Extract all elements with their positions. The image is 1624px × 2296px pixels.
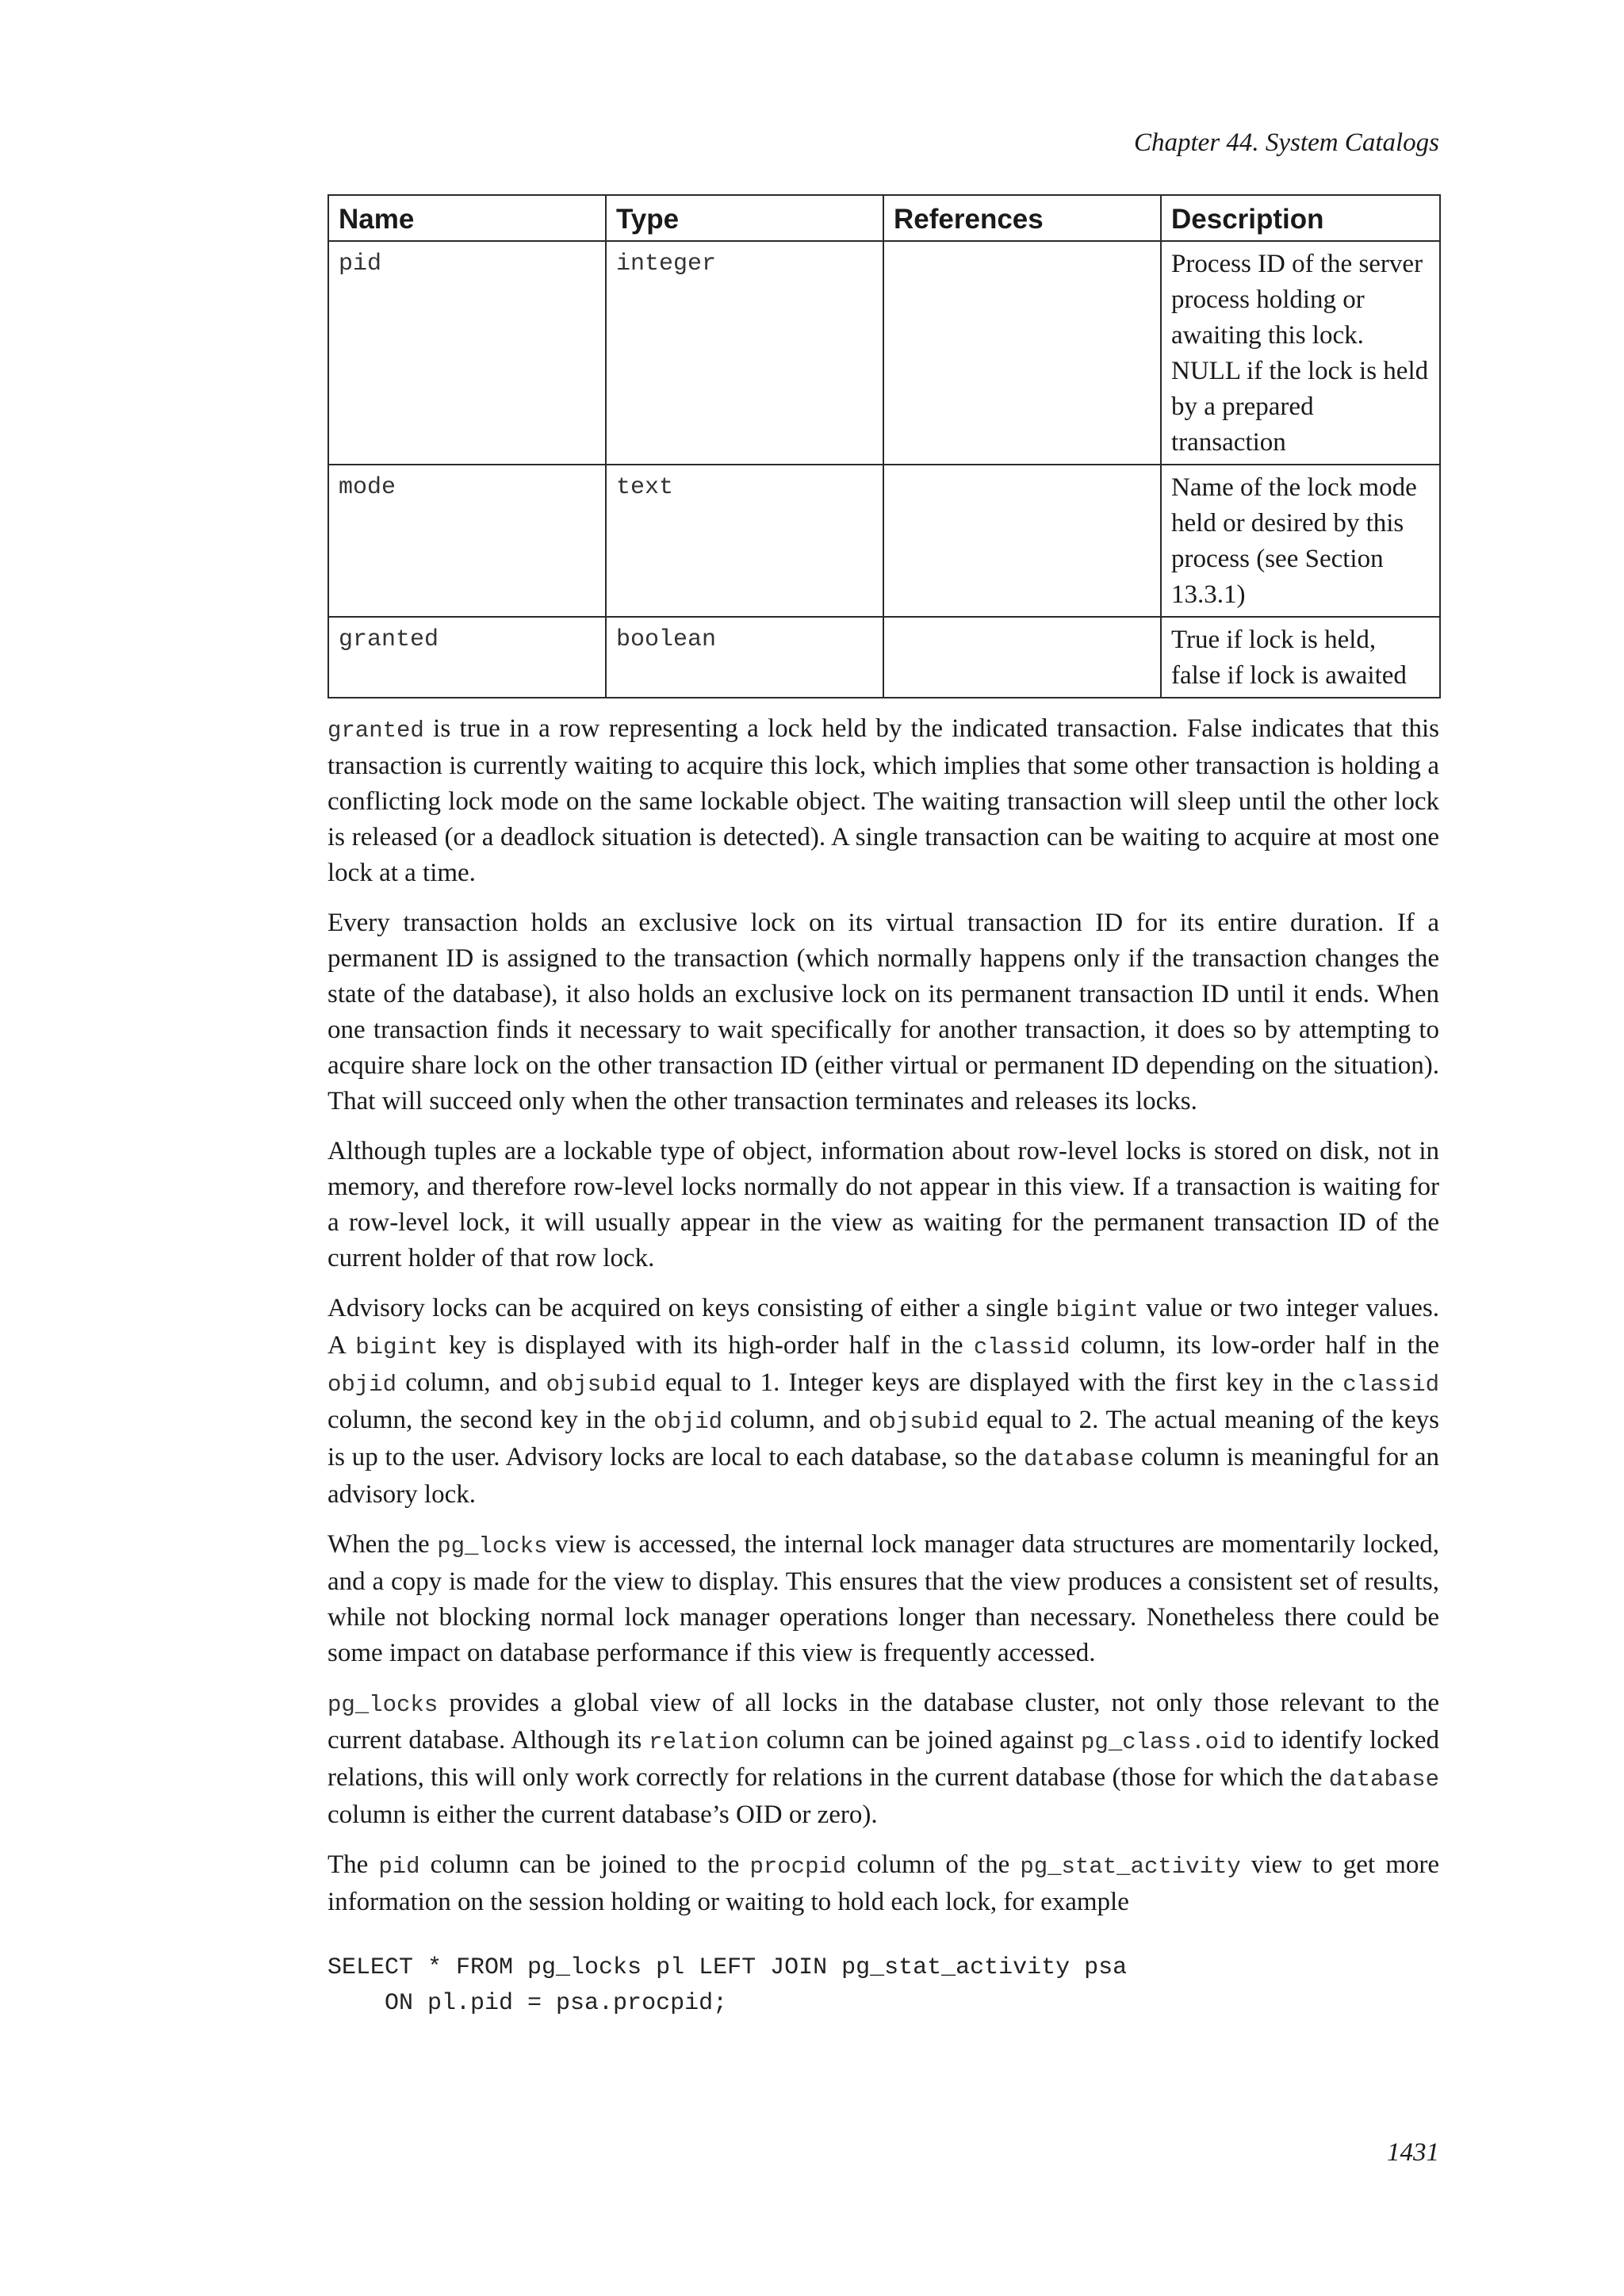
text-run: Advisory locks can be acquired on keys consisting of either a single [327,1294,1056,1322]
inline-code: granted [327,718,424,744]
text-run: view is accessed, the internal lock manager data structures are momentarily locked, and a copy is made for the view to display. This ensures that the view produces a consistent set of results, while not blocking normal lock manager operations longer than necessary. Nonetheless there could be some impact on database performance if this view is frequently accessed. [327,1530,1439,1667]
table-row [328,465,1440,617]
columns-table [327,194,1441,698]
text-run: value or two integer values. A [327,1294,1439,1360]
text-run: Every transaction holds an exclusive lock on its virtual transaction ID for its entire duration. If a permanent ID is assigned to the transaction (which normally happens only if the transaction changes the state of the database), it also holds an exclusive lock on its permanent transaction ID until it ends. When one transaction finds it necessary to wait specifically for another transaction, it does so by attempting to acquire share lock on the other transaction ID (either virtual or permanent ID depending on the situation). That will succeed only when the other transaction terminates and releases its locks. [327,909,1439,1115]
inline-code: pg_locks [437,1533,548,1559]
cell-description: True if lock is held, false if lock is awaited [1161,617,1440,698]
table-row [328,241,1440,465]
code-example: SELECT * FROM pg_locks pl LEFT JOIN pg_stat_activity psa ON pl.pid = psa.procpid; [327,1954,1128,2017]
text-run: column, the second key in the [327,1406,654,1434]
paragraph-advisory-locks [327,1291,1439,1513]
body-text [327,711,1439,2022]
cell-references [883,617,1161,698]
inline-code: bigint [355,1334,439,1360]
text-run: key is displayed with its high-order half in the [438,1331,974,1360]
text-run: The [327,1850,379,1879]
text-run: view to get more information on the session holding or waiting to hold each lock, for example [327,1850,1439,1916]
inline-code: pg_class.oid [1081,1729,1247,1755]
cell-description: Name of the lock mode held or desired by this process (see Section 13.3.1) [1161,465,1440,617]
cell-name: granted [328,617,606,698]
text-run: is true in a row representing a lock held by the indicated transaction. False indicates that this transaction is currently waiting to acquire this lock, which implies that some other transaction is holding a conflicting lock mode on the same lockable object. The waiting transaction will sleep until the other lock is released (or a deadlock situation is detected). A single transaction can be waiting to acquire at most one lock at a time. [327,714,1439,887]
text-run: column can be joined against [759,1726,1081,1755]
text-run: column can be joined to the [419,1850,750,1879]
text-run: column, and [396,1368,546,1397]
inline-code: objid [653,1409,723,1435]
text-run: column of the [846,1850,1021,1879]
inline-code: database [1023,1446,1135,1472]
paragraph-granted-meaning [327,711,1439,891]
cell-description: Process ID of the server process holding or awaiting this lock. NULL if the lock is held by a prepared transaction [1161,241,1440,465]
text-run: provides a global view of all locks in the database cluster, not only those relevant to the current database. Although its [327,1689,1439,1755]
text-run: column is meaningful for an advisory lock. [327,1443,1439,1509]
column-header-type: Type [606,195,883,241]
paragraph-join-example [327,1847,1439,1920]
inline-code: classid [973,1334,1071,1360]
inline-code: pg_locks [327,1692,439,1718]
cell-references [883,241,1161,465]
cell-type: boolean [606,617,883,698]
inline-code: objsubid [868,1409,979,1435]
inline-code: pg_stat_activity [1020,1854,1241,1880]
inline-code: database [1328,1766,1439,1793]
paragraph-global-view [327,1686,1439,1833]
inline-code: bigint [1055,1297,1139,1323]
inline-code: procpid [749,1854,847,1880]
inline-code: objsubid [546,1372,657,1398]
text-run: column, and [722,1406,869,1434]
text-run: When the [327,1530,438,1559]
cell-name: pid [328,241,606,465]
inline-code: objid [327,1372,397,1398]
column-header-description: Description [1161,195,1440,241]
column-header-references: References [883,195,1161,241]
text-run: equal to 2. The actual meaning of the keys is up to the user. Advisory locks are local to each database, so the [327,1406,1439,1471]
text-run: Although tuples are a lockable type of object, information about row-level locks is stored on disk, not in memory, and therefore row-level locks normally do not appear in this view. If a transaction is waiting for a row-level lock, it will usually appear in the view as waiting for the permanent transaction ID of the current holder of that row lock. [327,1137,1439,1272]
cell-name: mode [328,465,606,617]
column-header-name: Name [328,195,606,241]
inline-code: relation [649,1729,760,1755]
table-header-row [328,195,1440,241]
inline-code: pid [378,1854,420,1880]
cell-type: integer [606,241,883,465]
paragraph-row-level-locks [327,1134,1439,1276]
paragraph-transaction-locks [327,905,1439,1119]
paragraph-view-access [327,1527,1439,1671]
chapter-header: Chapter 44. System Catalogs [1134,128,1439,157]
table-row [328,617,1440,698]
text-run: column, its low-order half in the [1070,1331,1439,1360]
inline-code: classid [1342,1372,1440,1398]
text-run: column is either the current database’s OID or zero). [327,1800,878,1829]
cell-type: text [606,465,883,617]
text-run: to identify locked relations, this will only work correctly for relations in the current database (those for which the [327,1726,1439,1792]
page-number: 1431 [1387,2138,1439,2167]
text-run: equal to 1. Integer keys are displayed with the first key in the [656,1368,1343,1397]
cell-references [883,465,1161,617]
